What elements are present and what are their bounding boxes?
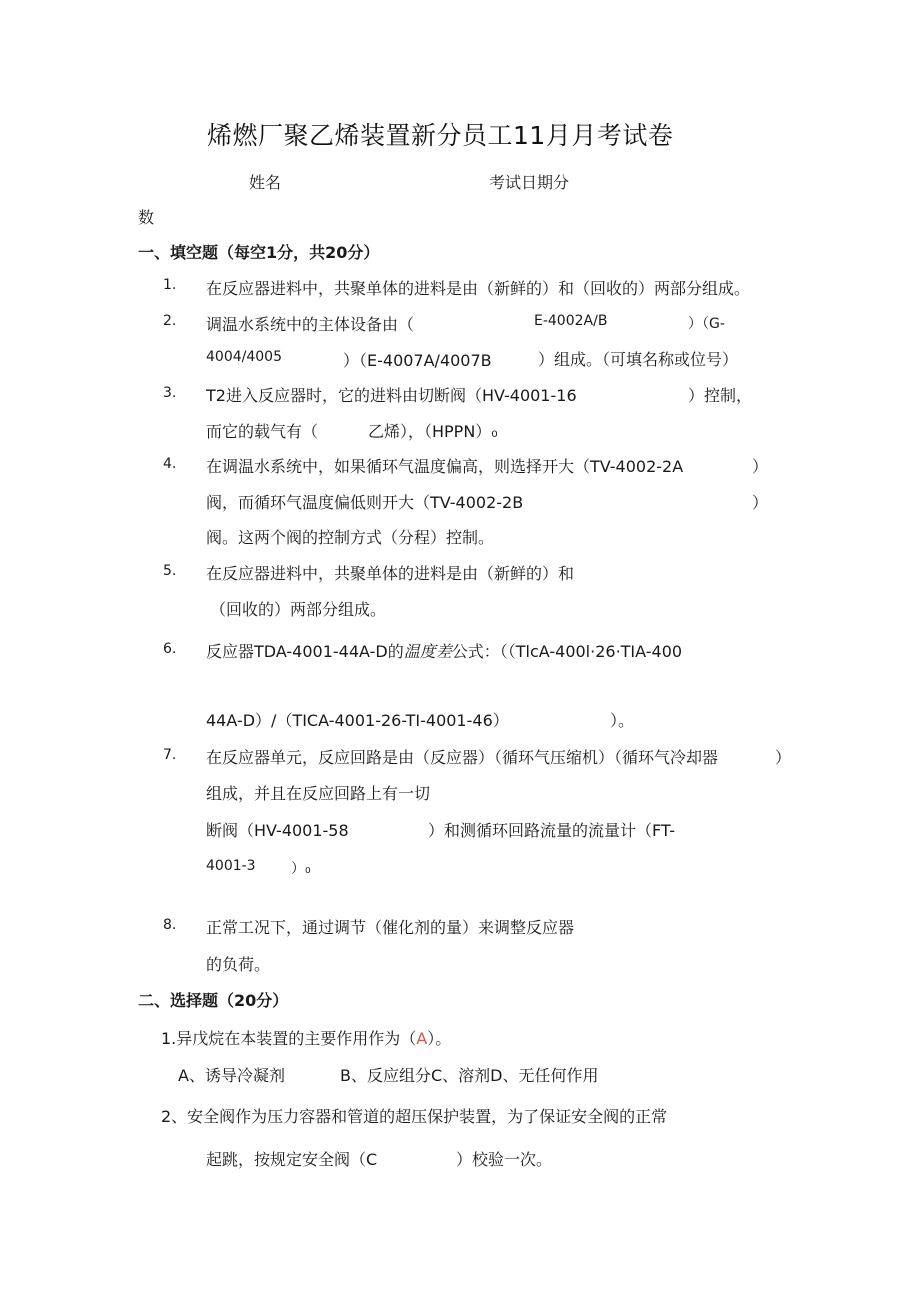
s2-q2-text-b: 起跳，按规定安全阀（C [206, 1150, 378, 1169]
name-label: 姓名 [249, 173, 282, 192]
q3-number: 3. [163, 385, 177, 401]
q7-text-g: ）₀ [291, 861, 311, 877]
s2-q2-text-a: 2、安全阀作为压力容器和管道的超压保护装置，为了保证安全阀的正常 [161, 1107, 668, 1126]
q7-text-f: 4001-3 [206, 858, 256, 874]
q4-text-c: 阀，而循环气温度偏低则开大（TV-4002-2B [206, 493, 524, 512]
q7-text-b: ） [775, 748, 792, 767]
q7-text-c: 组成，并且在反应回路上有一切 [206, 784, 431, 803]
score-tail: 数 [138, 208, 155, 227]
q3-text-c: 而它的载气有（ [206, 422, 319, 441]
s2-q1-text [161, 1026, 451, 1049]
q7-text-a: 在反应器单元，反应回路是由（反应器）（循环气压缩机）（循环气冷却器 [206, 748, 719, 767]
s2-q1-text-b: ）。 [427, 1029, 452, 1048]
q5-text-b: （回收的）两部分组成。 [210, 600, 387, 619]
q6-text-a: 反应器TDA-4001-44A-D的 [206, 642, 404, 661]
q7-number: 7. [163, 747, 177, 763]
q3-text-b: ）控制， [688, 386, 753, 405]
q2-text-f: ）组成。（可填名称或位号） [538, 350, 739, 369]
q4-text-e: 阀。这两个阀的控制方式（分程）控制。 [206, 528, 495, 547]
q2-text-c: ）（G- [688, 316, 725, 332]
q6-text-d: 44A-D）∕（TICA-4001-26-TI-4001-46） [206, 711, 509, 730]
s2-q1-answer: A [416, 1029, 428, 1048]
q2-text-b: E-4002A∕B [534, 313, 608, 329]
q6-text-e: ）。 [610, 711, 635, 730]
q4-text-b: ） [752, 457, 769, 476]
s2-q1-option-a: A、诱导冷凝剂 [178, 1066, 285, 1085]
q8-number: 8. [163, 917, 177, 933]
s2-q1-options-bcd: B、反应组分C、溶剂D、无任何作用 [340, 1066, 599, 1085]
q8-text-a: 正常工况下，通过调节（催化剂的量）来调整反应器 [206, 918, 575, 937]
q6-number: 6. [163, 641, 177, 657]
q4-text-a: 在调温水系统中，如果循环气温度偏高，则选择开大（TV-4002-2A [206, 457, 684, 476]
q2-text-a: 调温水系统中的主体设备由（ [206, 315, 415, 334]
s2-q2-text-c: ）校验一次。 [456, 1150, 553, 1169]
q1-text: 在反应器进料中，共聚单体的进料是由（新鲜的）和（回收的）两部分组成。 [206, 279, 751, 298]
exam-title: 烯燃厂聚乙烯装置新分员工11月月考试卷 [207, 121, 674, 150]
q2-text-d: 4004/4005 [206, 349, 282, 365]
s2-q1-text-a: 1.异戊烷在本装置的主要作用作为（ [161, 1029, 417, 1048]
q5-number: 5. [163, 563, 177, 579]
q2-number: 2. [163, 313, 177, 329]
q5-text-a: 在反应器进料中，共聚单体的进料是由（新鲜的）和 [206, 564, 575, 583]
q4-number: 4. [163, 456, 177, 472]
q6-text-b: 温度差 [403, 642, 452, 661]
q4-text-d: ） [752, 493, 769, 512]
q2-text-e: ）（E-4007A/4007B [343, 351, 492, 370]
q7-text-e: ）和测循环回路流量的流量计（FT- [428, 821, 676, 840]
q7-text-d: 断阀（HV-4001-58 [206, 821, 349, 840]
section1-heading: 一、填空题（每空1分，共20分） [138, 243, 380, 262]
q6-text [206, 639, 682, 662]
section2-heading: 二、选择题（20分） [138, 991, 289, 1010]
q1-number: 1. [163, 277, 177, 293]
date-label: 考试日期分 [489, 173, 570, 192]
q6-text-c: 公式：（（TlcA-400l·26·TIA-400 [451, 642, 683, 661]
q3-text-a: T2进入反应器时，它的进料由切断阀（HV-4001-16 [206, 386, 577, 405]
q8-text-b: 的负荷。 [206, 955, 271, 974]
q3-text-d: 乙烯），（HPPN）₀ [368, 422, 498, 441]
